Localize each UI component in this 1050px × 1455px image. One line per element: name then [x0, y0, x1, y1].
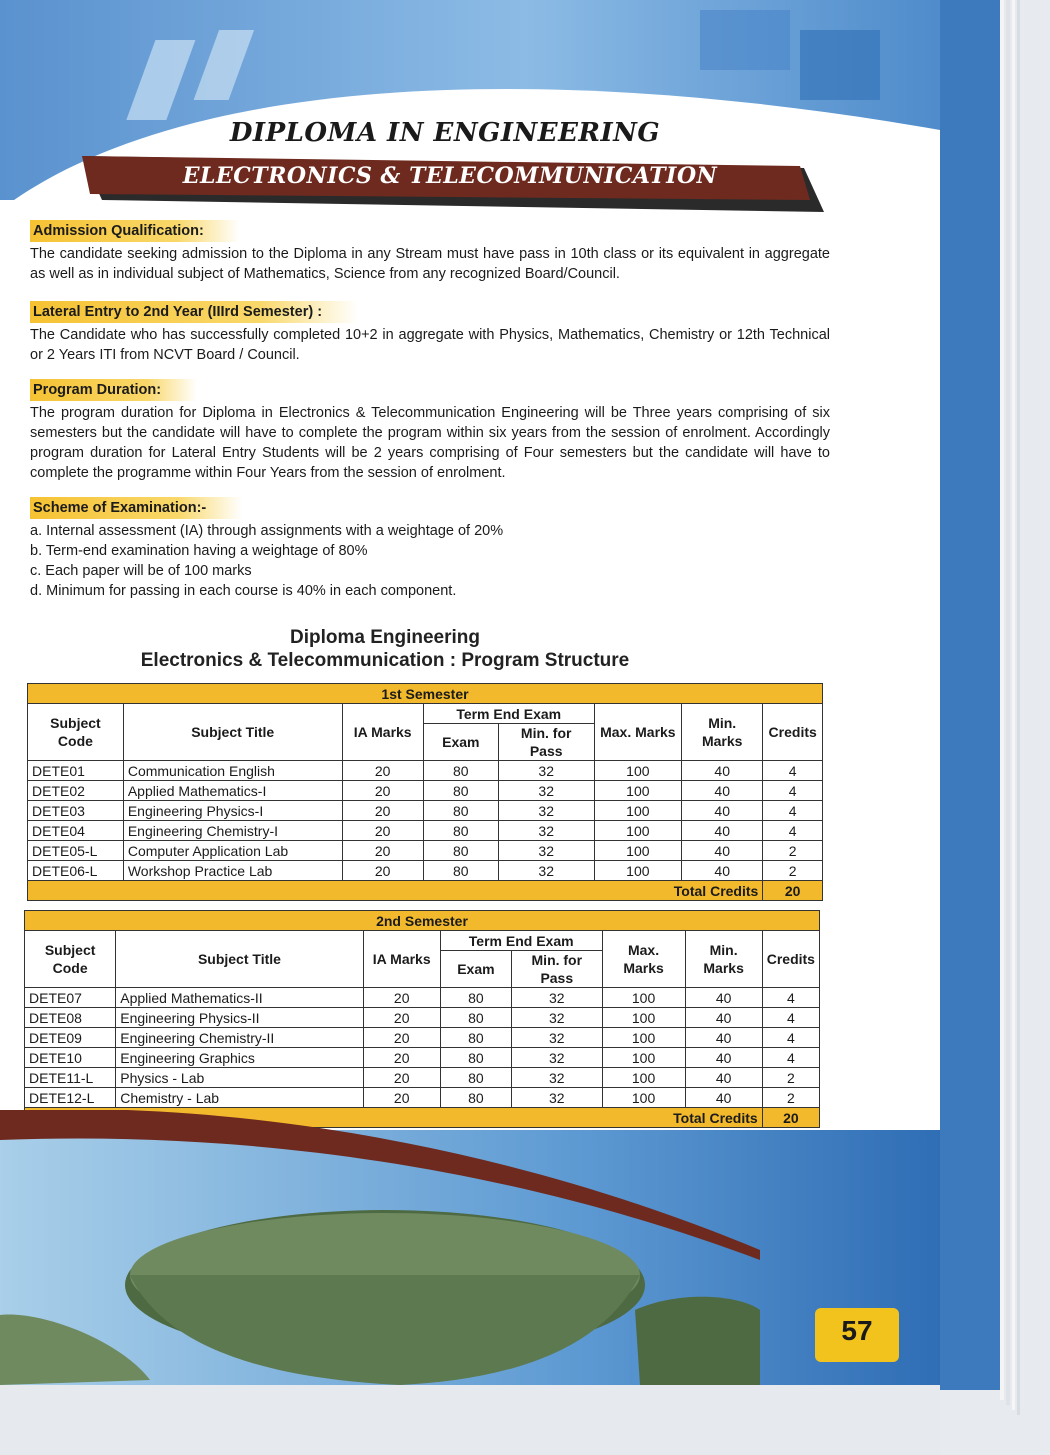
table-row [25, 1028, 820, 1048]
min-for-pass: 32 [498, 781, 594, 801]
subject-title: Engineering Graphics [116, 1048, 363, 1068]
credits: 4 [762, 1028, 819, 1048]
table-row [28, 761, 823, 781]
subject-code: DETE06-L [28, 861, 124, 881]
scheme-heading: Scheme of Examination:- [30, 497, 242, 519]
ia-marks: 20 [363, 1048, 440, 1068]
col-min-for-pass: Min. for Pass [498, 724, 594, 761]
exam-marks: 80 [423, 781, 498, 801]
subject-code: DETE02 [28, 781, 124, 801]
max-marks: 100 [594, 861, 681, 881]
admission-section [30, 220, 830, 284]
total-credits-value: 20 [763, 881, 823, 901]
subject-title: Engineering Physics-I [123, 801, 342, 821]
subject-code: DETE08 [25, 1008, 116, 1028]
ia-marks: 20 [363, 1068, 440, 1088]
min-for-pass: 32 [498, 841, 594, 861]
min-marks: 40 [682, 821, 763, 841]
page-number: 57 [841, 1315, 873, 1346]
col-min-marks: Min. Marks [682, 704, 763, 761]
credits: 2 [762, 1068, 819, 1088]
subject-title: Workshop Practice Lab [123, 861, 342, 881]
min-marks: 40 [685, 988, 762, 1008]
exam-marks: 80 [440, 1048, 511, 1068]
min-for-pass: 32 [498, 861, 594, 881]
total-credits-label: Total Credits [28, 881, 763, 901]
min-for-pass: 32 [512, 1008, 603, 1028]
min-marks: 40 [682, 841, 763, 861]
ia-marks: 20 [363, 1088, 440, 1108]
program-duration-section [30, 379, 830, 483]
semester-2-table [24, 910, 820, 1128]
credits: 4 [762, 1008, 819, 1028]
max-marks: 100 [594, 841, 681, 861]
col-exam: Exam [440, 951, 511, 988]
max-marks: 100 [602, 1048, 685, 1068]
exam-marks: 80 [423, 861, 498, 881]
scheme-section [30, 497, 830, 601]
lateral-entry-heading: Lateral Entry to 2nd Year (IIIrd Semester) : [30, 301, 358, 323]
min-marks: 40 [685, 1068, 762, 1088]
structure-subtitle: Electronics & Telecommunication : Program Structure [140, 650, 630, 671]
min-for-pass: 32 [512, 1068, 603, 1088]
exam-marks: 80 [423, 841, 498, 861]
max-marks: 100 [594, 761, 681, 781]
max-marks: 100 [594, 781, 681, 801]
subject-title: Engineering Chemistry-II [116, 1028, 363, 1048]
subject-code: DETE07 [25, 988, 116, 1008]
credits: 2 [763, 841, 823, 861]
min-marks: 40 [685, 1008, 762, 1028]
col-ia-marks: IA Marks [342, 704, 423, 761]
min-marks: 40 [682, 781, 763, 801]
col-term-end-exam: Term End Exam [440, 931, 602, 951]
exam-marks: 80 [423, 761, 498, 781]
subject-title: Engineering Physics-II [116, 1008, 363, 1028]
table-row [25, 1008, 820, 1028]
exam-marks: 80 [440, 1068, 511, 1088]
table-row [28, 861, 823, 881]
program-duration-text: The program duration for Diploma in Electronics & Telecommunication Engineering will be Three years comprising of six semesters but the candidate will have to complete the program within six years from the session of enrolment. Accordingly program duration for Lateral Entry Students will be 2 years comprising of Four semesters but the candidate will have to complete the programme within Four Years from the session of enrolment. [30, 405, 830, 481]
total-credits-value: 20 [762, 1108, 819, 1128]
admission-text: The candidate seeking admission to the Diploma in any Stream must have pass in 10th class or its equivalent in aggregate as well as in individual subject of Mathematics, Science from any recognized Board/Council. [30, 246, 830, 282]
subject-title: Chemistry - Lab [116, 1088, 363, 1108]
ia-marks: 20 [342, 821, 423, 841]
max-marks: 100 [602, 1068, 685, 1088]
subject-code: DETE05-L [28, 841, 124, 861]
lateral-entry-text: The Candidate who has successfully completed 10+2 in aggregate with Physics, Mathematics, Chemistry or 12th Technical or 2 Years ITI from NCVT Board / Council. [30, 327, 830, 363]
scheme-item: b. Term-end examination having a weightage of 80% [30, 543, 368, 559]
lateral-entry-section [30, 301, 830, 365]
credits: 4 [762, 988, 819, 1008]
min-for-pass: 32 [512, 1048, 603, 1068]
subject-title: Physics - Lab [116, 1068, 363, 1088]
max-marks: 100 [602, 988, 685, 1008]
credits: 4 [763, 801, 823, 821]
scheme-item: c. Each paper will be of 100 marks [30, 563, 252, 579]
col-min-for-pass: Min. for Pass [512, 951, 603, 988]
ia-marks: 20 [363, 1028, 440, 1048]
col-credits: Credits [763, 704, 823, 761]
exam-marks: 80 [440, 1088, 511, 1108]
ia-marks: 20 [342, 801, 423, 821]
min-marks: 40 [682, 801, 763, 821]
max-marks: 100 [602, 1088, 685, 1108]
ia-marks: 20 [363, 988, 440, 1008]
page-title: DIPLOMA IN ENGINEERING [229, 118, 661, 148]
banner-title: ELECTRONICS & TELECOMMUNICATION [182, 163, 718, 189]
min-marks: 40 [682, 861, 763, 881]
table-row [25, 1088, 820, 1108]
col-subject-title: Subject Title [116, 931, 363, 988]
min-for-pass: 32 [512, 1028, 603, 1048]
col-max-marks: Max. Marks [594, 704, 681, 761]
subject-title: Applied Mathematics-II [116, 988, 363, 1008]
scheme-item: d. Minimum for passing in each course is 40% in each component. [30, 583, 457, 599]
min-for-pass: 32 [498, 761, 594, 781]
total-credits-label: Total Credits [25, 1108, 763, 1128]
table-row [28, 841, 823, 861]
subject-code: DETE10 [25, 1048, 116, 1068]
min-marks: 40 [685, 1088, 762, 1108]
structure-title: Diploma Engineering [289, 627, 481, 648]
credits: 4 [763, 781, 823, 801]
semester-1-label: 1st Semester [28, 684, 823, 704]
subject-title: Computer Application Lab [123, 841, 342, 861]
max-marks: 100 [594, 821, 681, 841]
col-subject-code: Subject Code [25, 931, 116, 988]
subject-code: DETE09 [25, 1028, 116, 1048]
col-term-end-exam: Term End Exam [423, 704, 594, 724]
exam-marks: 80 [440, 988, 511, 1008]
semester-1-table [27, 683, 823, 901]
subject-code: DETE11-L [25, 1068, 116, 1088]
ia-marks: 20 [342, 861, 423, 881]
credits: 4 [763, 821, 823, 841]
table-row [25, 1048, 820, 1068]
col-exam: Exam [423, 724, 498, 761]
ia-marks: 20 [342, 841, 423, 861]
credits: 4 [762, 1048, 819, 1068]
max-marks: 100 [602, 1008, 685, 1028]
min-marks: 40 [685, 1028, 762, 1048]
credits: 2 [762, 1088, 819, 1108]
min-for-pass: 32 [498, 821, 594, 841]
col-subject-title: Subject Title [123, 704, 342, 761]
subject-title: Communication English [123, 761, 342, 781]
col-ia-marks: IA Marks [363, 931, 440, 988]
exam-marks: 80 [440, 1028, 511, 1048]
table-row [28, 821, 823, 841]
ia-marks: 20 [342, 761, 423, 781]
semester-2-label: 2nd Semester [25, 911, 820, 931]
ia-marks: 20 [342, 781, 423, 801]
credits: 4 [763, 761, 823, 781]
col-subject-code: Subject Code [28, 704, 124, 761]
col-credits: Credits [762, 931, 819, 988]
scheme-item: a. Internal assessment (IA) through assignments with a weightage of 20% [30, 523, 504, 539]
min-for-pass: 32 [512, 1088, 603, 1108]
table-row [25, 1068, 820, 1088]
table-row [28, 801, 823, 821]
subject-code: DETE04 [28, 821, 124, 841]
min-for-pass: 32 [498, 801, 594, 821]
table-row [28, 781, 823, 801]
program-duration-heading: Program Duration: [30, 379, 197, 401]
table-row [25, 988, 820, 1008]
min-marks: 40 [685, 1048, 762, 1068]
exam-marks: 80 [440, 1008, 511, 1028]
min-for-pass: 32 [512, 988, 603, 1008]
subject-code: DETE12-L [25, 1088, 116, 1108]
subject-code: DETE03 [28, 801, 124, 821]
admission-heading: Admission Qualification: [30, 220, 240, 242]
satellite-dish-illustration [0, 1110, 1050, 1455]
credits: 2 [763, 861, 823, 881]
ia-marks: 20 [363, 1008, 440, 1028]
exam-marks: 80 [423, 821, 498, 841]
max-marks: 100 [602, 1028, 685, 1048]
col-max-marks: Max. Marks [602, 931, 685, 988]
col-min-marks: Min. Marks [685, 931, 762, 988]
min-marks: 40 [682, 761, 763, 781]
subject-title: Applied Mathematics-I [123, 781, 342, 801]
subject-title: Engineering Chemistry-I [123, 821, 342, 841]
max-marks: 100 [594, 801, 681, 821]
subject-code: DETE01 [28, 761, 124, 781]
exam-marks: 80 [423, 801, 498, 821]
